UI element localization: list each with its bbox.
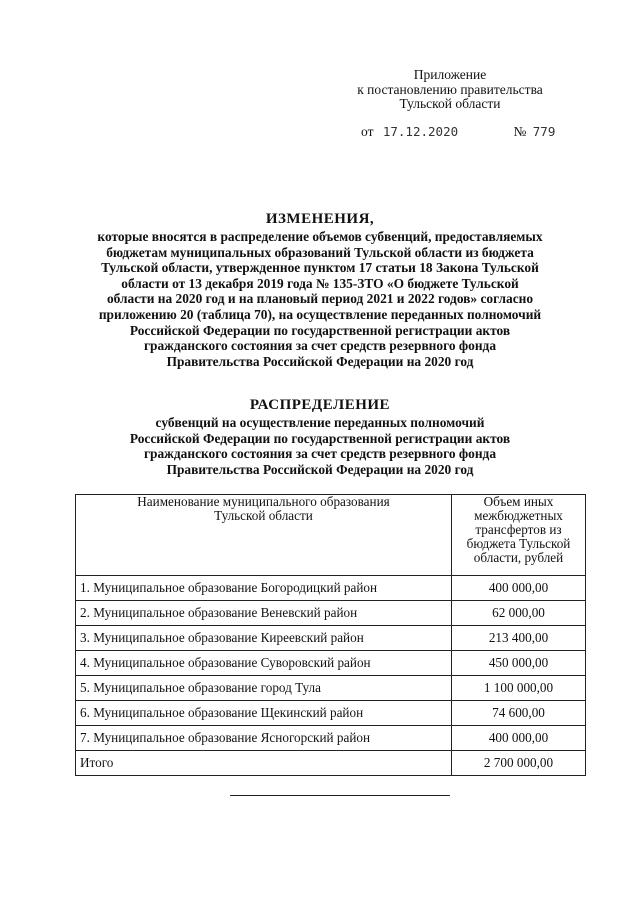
description-line: области от 13 декабря 2019 года № 135-ЗТО «О бюджете Тульской <box>121 275 519 291</box>
description-line: бюджетам муниципальных образований Тульской области из бюджета <box>106 244 534 260</box>
column-header-value <box>452 495 586 576</box>
municipality-name: 4. Муниципальное образование Суворовский район <box>76 651 452 676</box>
description-line: которые вносятся в распределение объемов субвенций, предоставляемых <box>97 229 543 244</box>
transfer-amount: 450 000,00 <box>452 651 586 676</box>
changes-description <box>70 229 570 369</box>
header-line: области, рублей <box>473 550 564 565</box>
description-line: Правительства Российской Федерации на 2020 год <box>166 353 474 369</box>
total-label: Итого <box>76 751 452 776</box>
municipality-name: 3. Муниципальное образование Киреевский район <box>76 626 452 651</box>
table-header-row <box>76 495 586 576</box>
appendix-block <box>330 68 570 112</box>
subtitle-line: гражданского состояния за счет средств резервного фонда <box>143 446 497 462</box>
distribution-subtitle <box>70 415 570 477</box>
subtitle-line: Российской Федерации по государственной регистрации актов <box>129 430 511 446</box>
description-line: Тульской области, утвержденное пунктом 17 статьи 18 Закона Тульской <box>101 260 539 276</box>
column-header-name <box>76 495 452 576</box>
transfer-amount: 1 100 000,00 <box>452 676 586 701</box>
header-line: бюджета Тульской <box>466 536 571 551</box>
table-row <box>76 676 586 701</box>
table-row <box>76 601 586 626</box>
distribution-title: РАСПРЕДЕЛЕНИЕ <box>249 397 391 413</box>
table-row <box>76 651 586 676</box>
table-total-row <box>76 751 586 776</box>
header-line: Наименование муниципального образования <box>137 494 390 509</box>
transfer-amount: 400 000,00 <box>452 576 586 601</box>
header-line: межбюджетных <box>474 508 563 523</box>
end-separator-line <box>230 795 450 796</box>
table-row <box>76 576 586 601</box>
distribution-table <box>75 494 586 776</box>
description-line: приложению 20 (таблица 70), на осуществление переданных полномочий <box>98 306 542 322</box>
date-prefix: от <box>361 124 374 139</box>
municipality-name: 1. Муниципальное образование Богородицкий район <box>76 576 452 601</box>
table-row <box>76 626 586 651</box>
changes-title: ИЗМЕНЕНИЯ, <box>265 211 375 227</box>
transfer-amount: 400 000,00 <box>452 726 586 751</box>
municipality-name: 7. Муниципальное образование Ясногорский район <box>76 726 452 751</box>
description-line: гражданского состояния за счет средств резервного фонда <box>143 338 497 354</box>
description-line: области на 2020 год и на плановый период 2021 и 2022 годов» согласно <box>106 291 534 307</box>
municipality-name: 5. Муниципальное образование город Тула <box>76 676 452 701</box>
appendix-line: к постановлению правительства <box>357 81 543 97</box>
table-row <box>76 726 586 751</box>
subtitle-line: субвенций на осуществление переданных полномочий <box>155 415 485 430</box>
appendix-line: Приложение <box>413 67 487 82</box>
total-amount: 2 700 000,00 <box>452 751 586 776</box>
header-line: Объем иных <box>483 494 554 509</box>
document-date: 17.12.2020 <box>382 124 459 139</box>
municipality-name: 6. Муниципальное образование Щекинский район <box>76 701 452 726</box>
document-number: 779 <box>532 124 556 139</box>
appendix-line: Тульской области <box>399 96 501 111</box>
transfer-amount: 74 600,00 <box>452 701 586 726</box>
header-line: Тульской области <box>214 508 313 523</box>
document-date-number <box>361 124 581 140</box>
number-prefix: № <box>513 124 527 139</box>
transfer-amount: 62 000,00 <box>452 601 586 626</box>
municipality-name: 2. Муниципальное образование Веневский район <box>76 601 452 626</box>
subtitle-line: Правительства Российской Федерации на 2020 год <box>166 461 474 477</box>
description-line: Российской Федерации по государственной регистрации актов <box>129 322 511 338</box>
header-line: трансфертов из <box>475 522 562 537</box>
table-row <box>76 701 586 726</box>
transfer-amount: 213 400,00 <box>452 626 586 651</box>
